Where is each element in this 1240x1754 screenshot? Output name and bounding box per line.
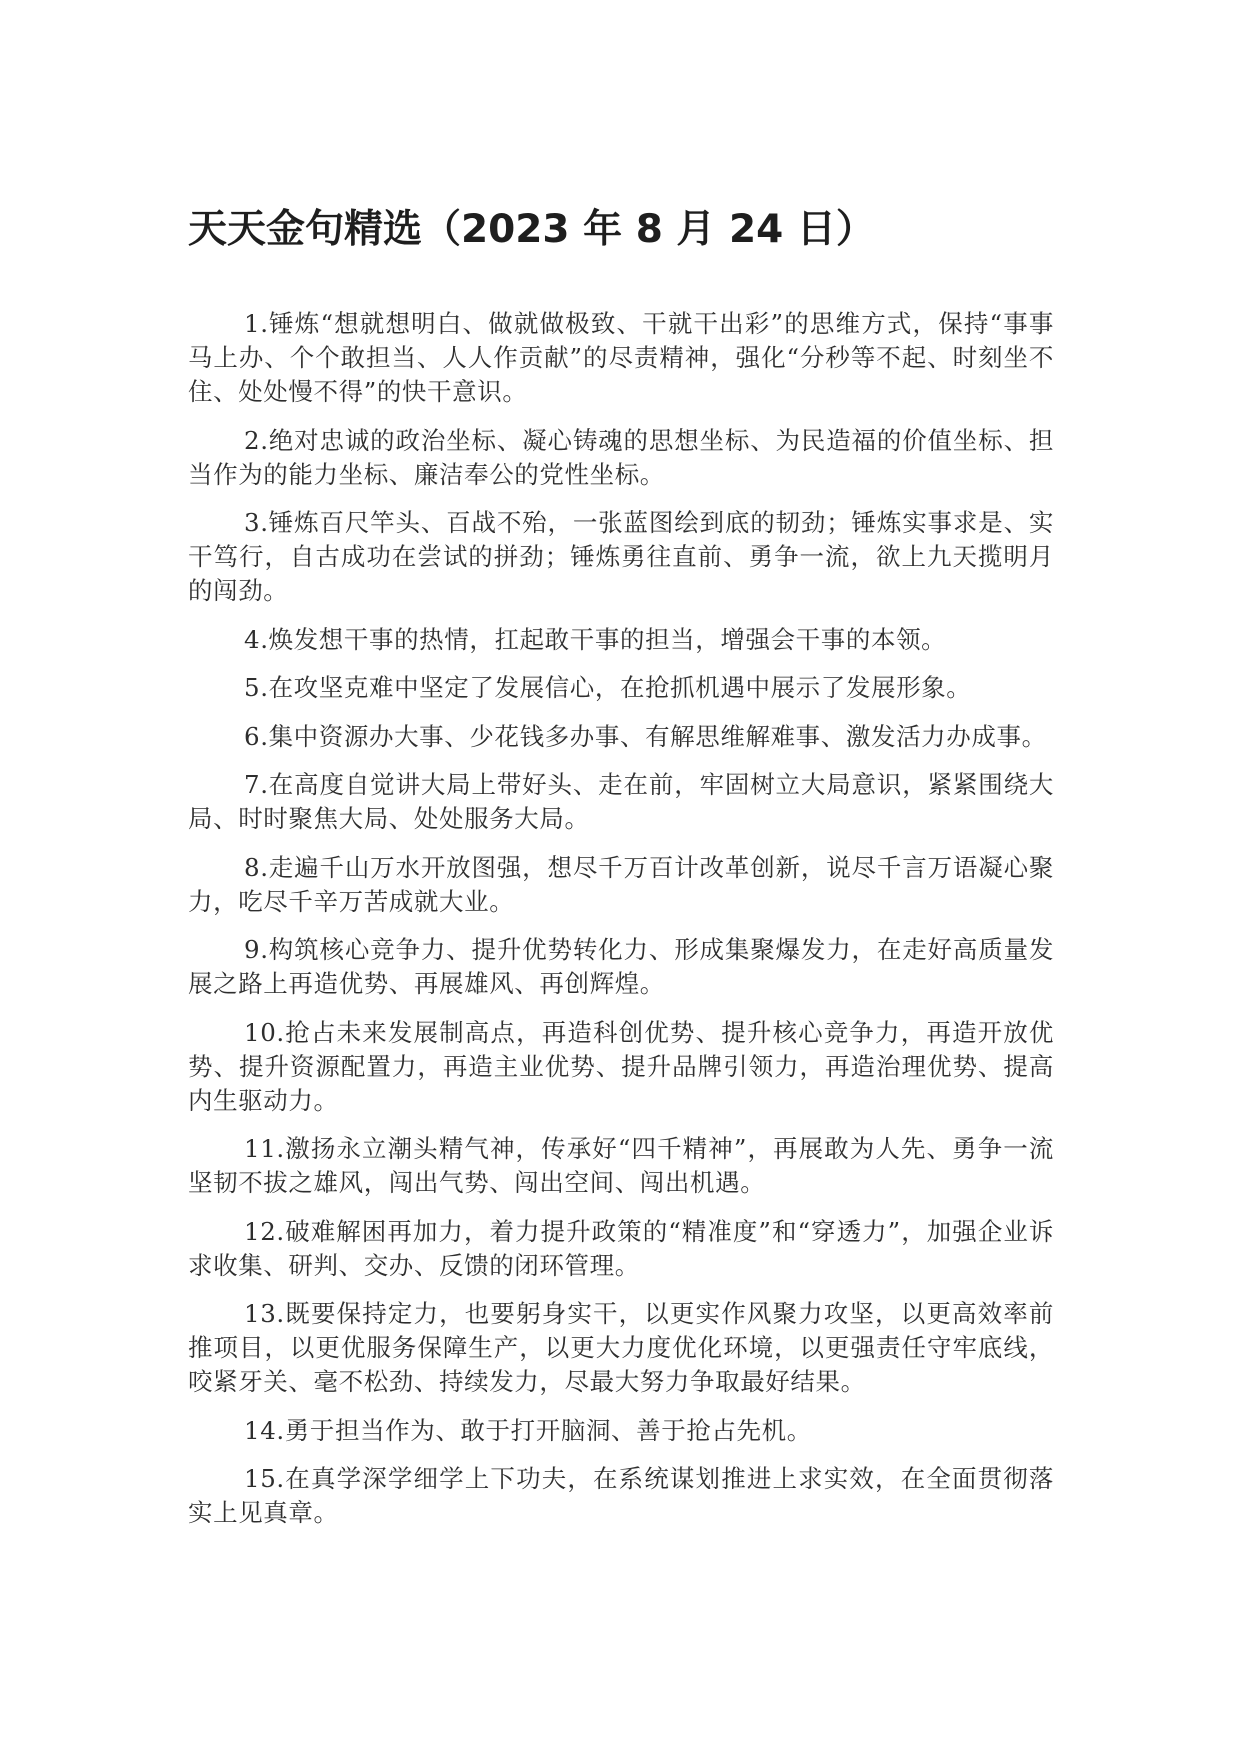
document-body (188, 307, 1054, 1545)
quote-paragraph-13: 13.既要保持定力，也要躬身实干，以更实作风聚力攻坚，以更高效率前推项目，以更优服务保障生产，以更大力度优化环境，以更强责任守牢底线，咬紧牙关、毫不松劲、持续发力，尽最大努力争取最好结果。 (188, 1299, 1054, 1396)
quote-paragraph-12: 12.破难解困再加力，着力提升政策的“精准度”和“穿透力”，加强企业诉求收集、研判、交办、反馈的闭环管理。 (188, 1216, 1054, 1280)
quote-paragraph-6: 6.集中资源办大事、少花钱多办事、有解思维解难事、激发活力办成事。 (244, 721, 1047, 751)
quote-paragraph-10: 10.抢占未来发展制高点，再造科创优势、提升核心竞争力，再造开放优势、提升资源配置力，再造主业优势、提升品牌引领力，再造治理优势、提高内生驱动力。 (188, 1017, 1054, 1115)
quote-paragraph-9: 9.构筑核心竞争力、提升优势转化力、形成集聚爆发力，在走好高质量发展之路上再造优势、再展雄风、再创辉煌。 (188, 935, 1054, 998)
quote-paragraph-5: 5.在攻坚克难中坚定了发展信心，在抢抓机遇中展示了发展形象。 (244, 673, 972, 702)
quote-paragraph-8: 8.走遍千山万水开放图强，想尽千万百计改革创新，说尽千言万语凝心聚力，吃尽千辛万苦成就大业。 (188, 852, 1054, 916)
quote-paragraph-7: 7.在高度自觉讲大局上带好头、走在前，牢固树立大局意识，紧紧围绕大局、时时聚焦大局、处处服务大局。 (188, 770, 1054, 833)
quote-paragraph-11: 11.激扬永立潮头精气神，传承好“四千精神”，再展敢为人先、勇争一流坚韧不拔之雄风，闯出气势、闯出空间、闯出机遇。 (188, 1134, 1054, 1197)
document-title: 天天金句精选（2023 年 8 月 24 日） (188, 207, 875, 252)
quote-paragraph-4: 4.焕发想干事的热情，扛起敢干事的担当，增强会干事的本领。 (244, 624, 947, 654)
quote-paragraph-1: 1.锤炼“想就想明白、做就做极致、干就干出彩”的思维方式，保持“事事马上办、个个敢担当、人人作贡献”的尽责精神，强化“分秒等不起、时刻坐不住、处处慢不得”的快干意识。 (188, 309, 1054, 406)
quote-paragraph-15: 15.在真学深学细学上下功夫，在系统谋划推进上求实效，在全面贯彻落实上见真章。 (188, 1464, 1054, 1527)
quote-paragraph-14: 14.勇于担当作为、敢于打开脑洞、善于抢占先机。 (244, 1415, 812, 1445)
quote-paragraph-3: 3.锤炼百尺竿头、百战不殆，一张蓝图绘到底的韧劲；锤炼实事求是、实干笃行，自古成功在尝试的拼劲；锤炼勇往直前、勇争一流，欲上九天揽明月的闯劲。 (188, 508, 1054, 605)
quote-paragraph-2: 2.绝对忠诚的政治坐标、凝心铸魂的思想坐标、为民造福的价值坐标、担当作为的能力坐标、廉洁奉公的党性坐标。 (188, 425, 1054, 489)
